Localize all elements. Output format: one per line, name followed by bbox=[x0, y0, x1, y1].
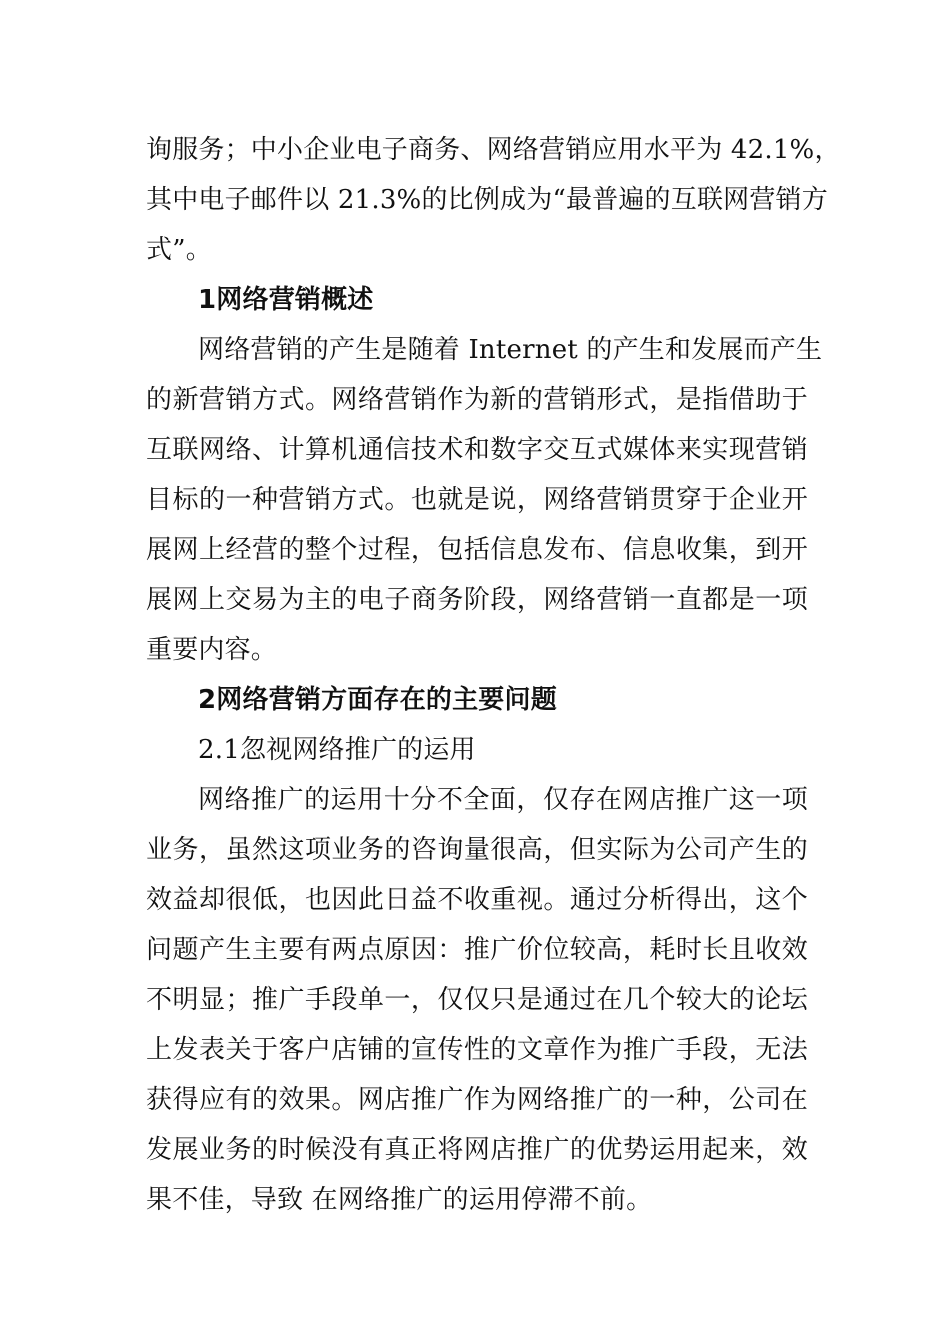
paragraph-line: 目标的一种营销方式。也就是说，网络营销贯穿于企业开 bbox=[146, 485, 808, 515]
paragraph-line: 重要内容。 bbox=[146, 635, 278, 665]
text-line: 式”。 bbox=[146, 235, 212, 265]
paragraph-line: 展网上交易为主的电子商务阶段，网络营销一直都是一项 bbox=[146, 585, 808, 615]
paragraph-line: 互联网络、计算机通信技术和数字交互式媒体来实现营销 bbox=[146, 435, 808, 465]
paragraph-line: 果不佳，导致 在网络推广的运用停滞不前。 bbox=[146, 1185, 653, 1215]
section-heading-1: 1网络营销概述 bbox=[198, 285, 374, 315]
paragraph-line: 不明显；推广手段单一，仅仅只是通过在几个较大的论坛 bbox=[146, 985, 808, 1015]
paragraph-line: 网络推广的运用十分不全面，仅存在网店推广这一项 bbox=[198, 785, 808, 815]
paragraph-line: 上发表关于客户店铺的宣传性的文章作为推广手段，无法 bbox=[146, 1035, 808, 1065]
paragraph-line: 展网上经营的整个过程，包括信息发布、信息收集，到开 bbox=[146, 535, 808, 565]
subsection-heading-2-1: 2.1忽视网络推广的运用 bbox=[198, 735, 476, 765]
paragraph-line: 问题产生主要有两点原因：推广价位较高，耗时长且收效 bbox=[146, 935, 808, 965]
paragraph-line: 获得应有的效果。网店推广作为网络推广的一种，公司在 bbox=[146, 1085, 808, 1115]
text-line: 询服务；中小企业电子商务、网络营销应用水平为 42.1%， bbox=[146, 135, 841, 165]
paragraph-line: 的新营销方式。网络营销作为新的营销形式，是指借助于 bbox=[146, 385, 808, 415]
paragraph-line: 网络营销的产生是随着 Internet 的产生和发展而产生 bbox=[198, 335, 823, 365]
paragraph-line: 业务，虽然这项业务的咨询量很高，但实际为公司产生的 bbox=[146, 835, 808, 865]
section-heading-2: 2网络营销方面存在的主要问题 bbox=[198, 685, 557, 715]
paragraph-line: 效益却很低，也因此日益不收重视。通过分析得出，这个 bbox=[146, 885, 808, 915]
text-line: 其中电子邮件以 21.3%的比例成为“最普遍的互联网营销方 bbox=[146, 185, 828, 215]
paragraph-line: 发展业务的时候没有真正将网店推广的优势运用起来，效 bbox=[146, 1135, 808, 1165]
